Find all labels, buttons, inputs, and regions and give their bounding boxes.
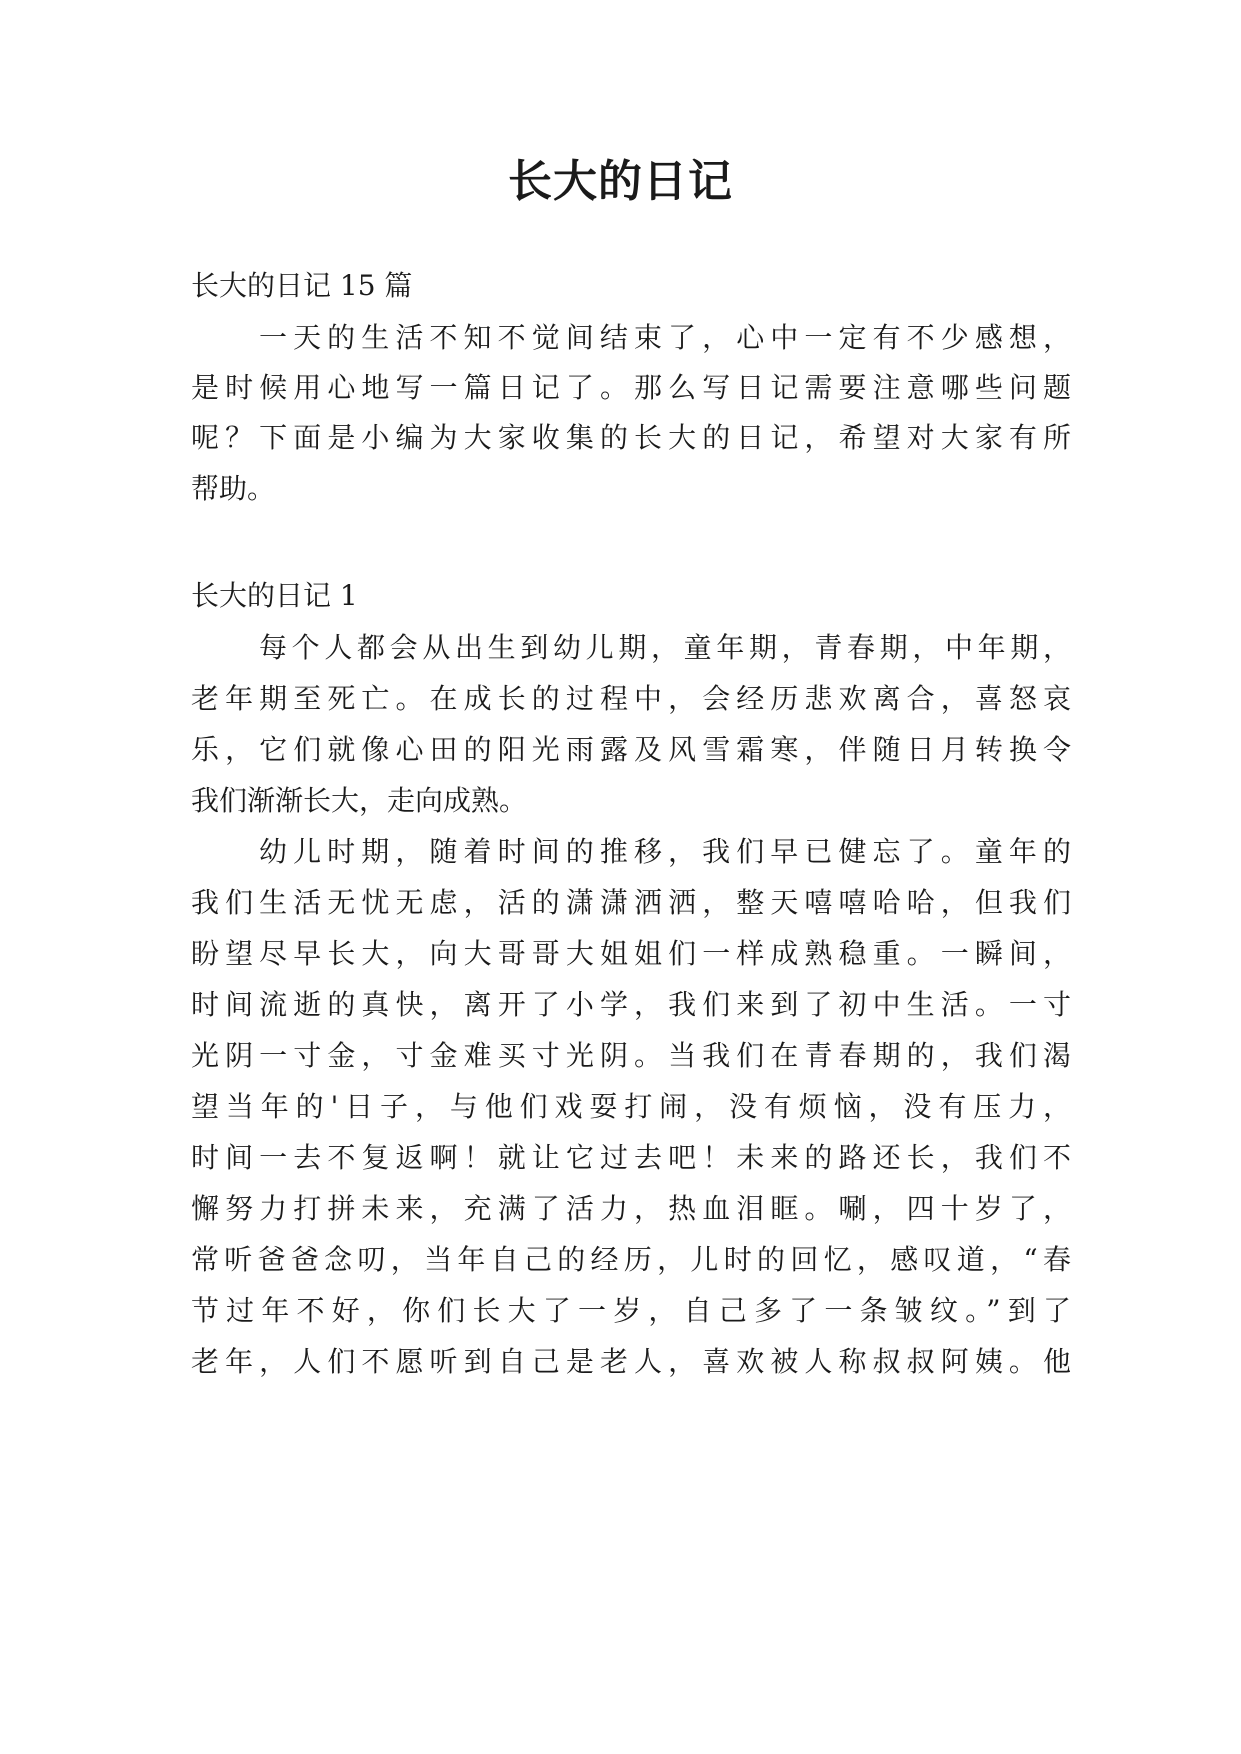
paragraph-line: 时间流逝的真快，离开了小学，我们来到了初中生活。一寸 (191, 988, 1071, 1021)
paragraph-line: 每个人都会从出生到幼儿期，童年期，青春期，中年期， (259, 631, 1071, 664)
paragraph-line: 老年，人们不愿听到自己是老人，喜欢被人称叔叔阿姨。他 (191, 1345, 1071, 1378)
paragraph-line: 望当年的'日子，与他们戏耍打闹，没有烦恼，没有压力， (191, 1090, 1071, 1123)
intro-line: 是时候用心地写一篇日记了。那么写日记需要注意哪些问题 (191, 371, 1071, 404)
paragraph-line: 常听爸爸念叨，当年自己的经历，儿时的回忆，感叹道，“春 (191, 1243, 1071, 1276)
paragraph-line: 我们渐渐长大，走向成熟。 (191, 784, 528, 817)
document-subtitle: 长大的日记 15 篇 (191, 269, 413, 302)
section-heading: 长大的日记 1 (191, 579, 358, 612)
paragraph-line: 光阴一寸金，寸金难买寸光阴。当我们在青春期的，我们渴 (191, 1039, 1071, 1072)
intro-line: 帮助。 (191, 472, 276, 505)
paragraph-line: 老年期至死亡。在成长的过程中，会经历悲欢离合，喜怒哀 (191, 682, 1071, 715)
paragraph-line: 懈努力打拼未来，充满了活力，热血泪眶。唰，四十岁了， (191, 1192, 1071, 1225)
paragraph-line: 我们生活无忧无虑，活的潇潇洒洒，整天嘻嘻哈哈，但我们 (191, 886, 1071, 919)
paragraph-line: 乐，它们就像心田的阳光雨露及风雪霜寒，伴随日月转换令 (191, 733, 1071, 766)
paragraph-line: 时间一去不复返啊！就让它过去吧！未来的路还长，我们不 (191, 1141, 1071, 1174)
paragraph-line: 节过年不好，你们长大了一岁，自己多了一条皱纹。”到了 (191, 1294, 1071, 1327)
paragraph-line: 盼望尽早长大，向大哥哥大姐姐们一样成熟稳重。一瞬间， (191, 937, 1071, 970)
document-title: 长大的日记 (508, 156, 733, 207)
intro-line: 一天的生活不知不觉间结束了，心中一定有不少感想， (259, 321, 1071, 354)
intro-line: 呢？下面是小编为大家收集的长大的日记，希望对大家有所 (191, 421, 1071, 454)
paragraph-line: 幼儿时期，随着时间的推移，我们早已健忘了。童年的 (259, 835, 1071, 868)
